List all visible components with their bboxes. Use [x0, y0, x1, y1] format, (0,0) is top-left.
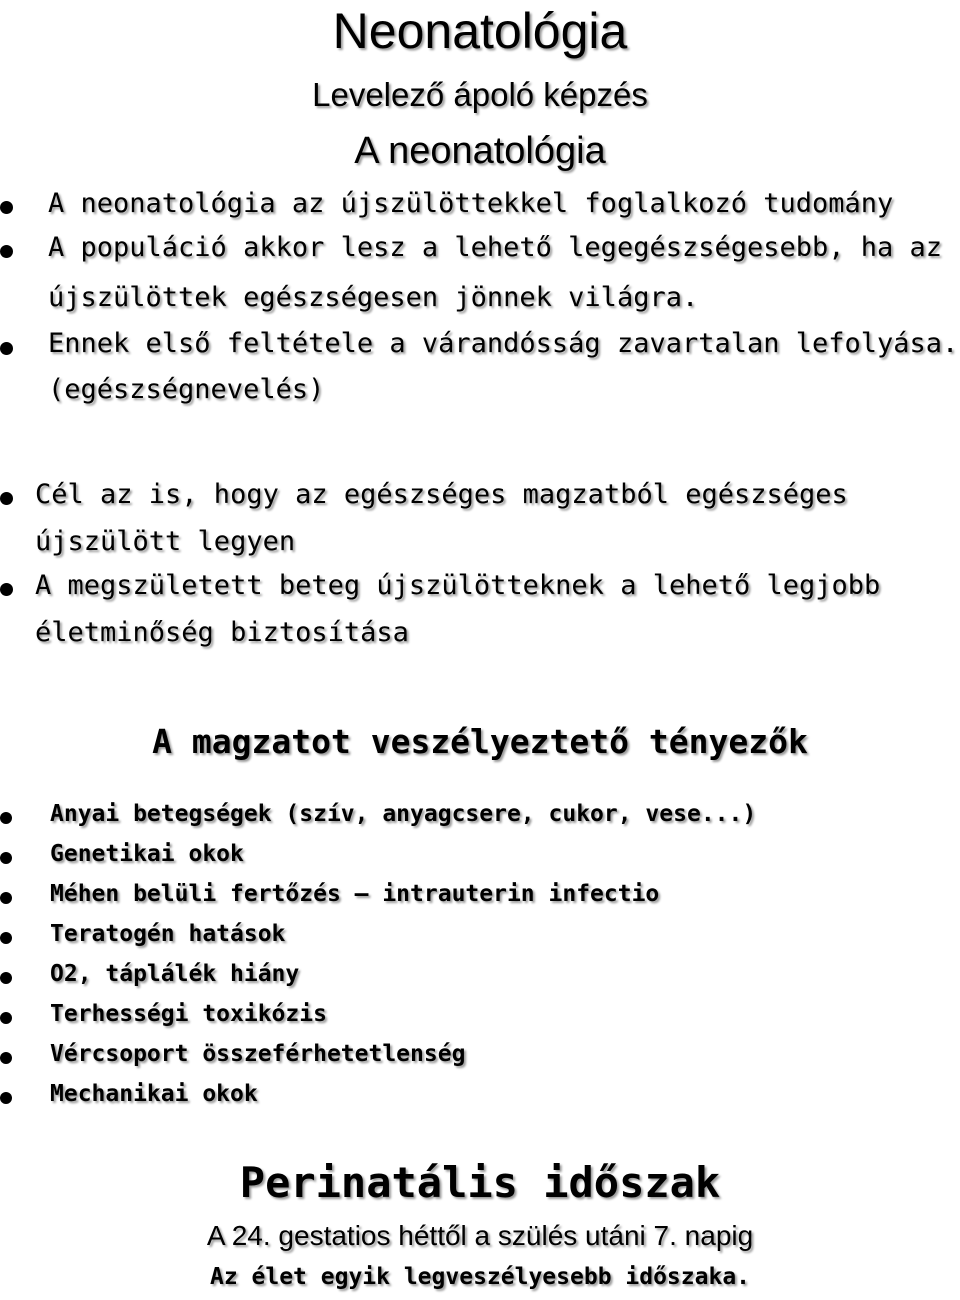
- section-title-perinatal: Perinatális időszak: [239, 1158, 721, 1207]
- list-item-text-continued: életminőség biztosítása: [35, 617, 409, 648]
- list-item-text: Terhességi toxikózis: [50, 1001, 327, 1027]
- list-item-text: Cél az is, hogy az egészséges magzatból egészséges: [35, 479, 848, 510]
- perinatal-note: Az élet egyik legveszélyesebb időszaka.: [209, 1264, 751, 1290]
- list-item-text: O2, táplálék hiány: [50, 961, 300, 987]
- list-item-text: Teratogén hatások: [50, 921, 286, 947]
- page-subtitle: Levelező ápoló képzés: [312, 76, 648, 113]
- list-item-text: Méhen belüli fertőzés – intrauterin infectio: [50, 881, 660, 907]
- bullet-icon: [0, 812, 12, 824]
- list-item-text: Genetikai okok: [50, 841, 244, 867]
- bullet-icon: [0, 892, 12, 904]
- bullet-icon: [0, 492, 13, 505]
- bullet-icon: [0, 1052, 12, 1064]
- bullet-icon: [0, 342, 13, 355]
- list-item-text: Anyai betegségek (szív, anyagcsere, cukor, vese...): [50, 801, 757, 827]
- list-item-text-continued: (egészségnevelés): [48, 374, 325, 405]
- bullet-icon: [0, 932, 12, 944]
- bullet-icon: [0, 201, 13, 214]
- list-item-text: A megszületett beteg újszülötteknek a lehető legjobb: [35, 570, 881, 601]
- list-item-text: A neonatológia az újszülöttekkel foglalkozó tudomány: [48, 188, 894, 219]
- bullet-icon: [0, 583, 13, 596]
- page-title: Neonatológia: [332, 3, 628, 59]
- bullet-icon: [0, 852, 12, 864]
- list-item-text: Mechanikai okok: [50, 1081, 258, 1107]
- bullet-icon: [0, 245, 13, 258]
- list-item-text-continued: újszülött legyen: [35, 526, 296, 557]
- bullet-icon: [0, 1092, 12, 1104]
- bullet-icon: [0, 1012, 12, 1024]
- list-item-text: A populáció akkor lesz a lehető legegészségesebb, ha az: [48, 232, 943, 263]
- perinatal-definition: A 24. gestatios héttől a szülés utáni 7. napig: [206, 1220, 754, 1251]
- list-item-text: Vércsoport összeférhetetlenség: [50, 1041, 466, 1067]
- bullet-icon: [0, 972, 12, 984]
- list-item-text: Ennek első feltétele a várandósság zavartalan lefolyása.: [48, 328, 959, 359]
- list-item-text-continued: újszülöttek egészségesen jönnek világra.: [48, 282, 699, 313]
- section-title-risk-factors: A magzatot veszélyeztető tényezők: [152, 722, 808, 761]
- section-title-neonatologia: A neonatológia: [354, 130, 606, 172]
